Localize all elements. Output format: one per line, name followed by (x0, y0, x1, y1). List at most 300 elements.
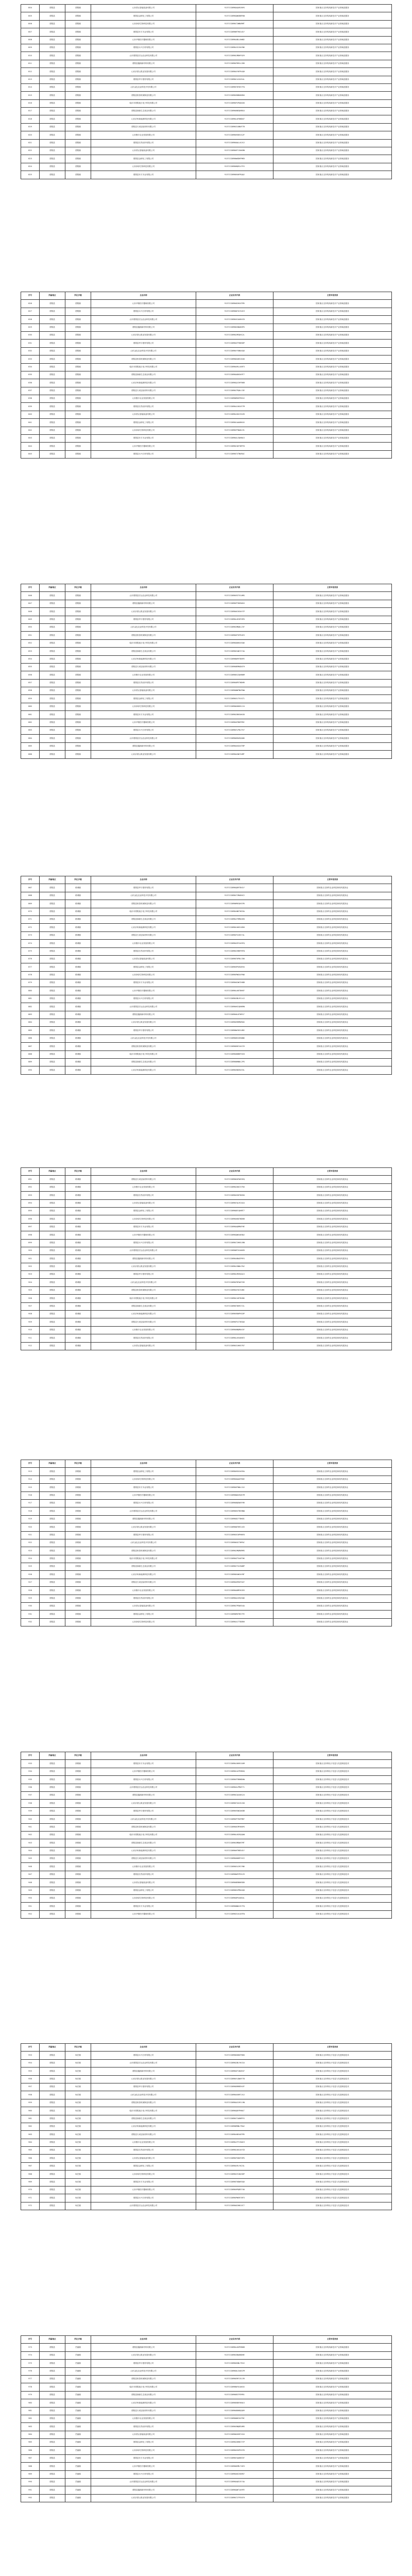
table-row (21, 427, 392, 434)
cell-category: 国家重点支持的电子信息与先进制造技术 (273, 1776, 392, 1784)
table-row (21, 5, 392, 12)
cell-town: 常路镇 (65, 1603, 91, 1611)
cell-category: 国家重点支持的电子信息与先进制造技术 (273, 2162, 392, 2170)
table-row (21, 1231, 392, 1239)
cell-no: 812 (21, 68, 40, 76)
header-town: 所在乡镇 (65, 1752, 91, 1760)
cell-name: 蒙阴县金桥化工有限公司 (91, 1207, 196, 1215)
table-row (21, 1019, 392, 1027)
cell-category: 国家重点支持的高新技术产业领域及服务 (273, 99, 392, 107)
cell-category: 国家重点支持的农业科技和现代服务业 (273, 1587, 392, 1595)
cell-area: 蒙阴县 (40, 36, 65, 44)
table-row (21, 2351, 392, 2359)
cell-town: 联城镇 (65, 1011, 91, 1019)
cell-town: 联城镇 (65, 884, 91, 892)
cell-name: 蒙阴县东方木业有限公司 (91, 1760, 196, 1768)
cell-town: 常路镇 (65, 1547, 91, 1555)
cell-category: 国家重点支持的农业科技和现代服务业 (273, 1279, 392, 1286)
cell-name: 蒙阴县华宇建材有限公司 (91, 1271, 196, 1279)
table-row (21, 60, 392, 67)
cell-category: 国家重点支持的高新技术产业领域及服务 (273, 331, 392, 339)
cell-name: 山东沂蒙山果业发展有限公司 (91, 1523, 196, 1531)
cell-category: 国家重点支持的高新技术产业领域及服务 (273, 52, 392, 60)
cell-town: 联城镇 (65, 1207, 91, 1215)
cell-name: 蒙阴县恒泰机械制造有限公司 (91, 355, 196, 363)
cell-code: 91371328MAYAL9CAG4 (196, 1199, 273, 1207)
cell-name: 蒙阴县鑫源新材料有限公司 (91, 1255, 196, 1263)
cell-category: 国家重点支持的农业科技和现代服务业 (273, 987, 392, 995)
cell-no: 963 (21, 2131, 40, 2139)
cell-code: 91371328MAK6KK5JJ4 (196, 703, 273, 710)
cell-category: 国家重点支持的电子信息与先进制造技术 (273, 1784, 392, 1791)
cell-area: 蒙阴县 (40, 450, 65, 458)
cell-town: 常路镇 (65, 1571, 91, 1579)
cell-area: 蒙阴县 (40, 727, 65, 735)
cell-no: 892 (21, 1183, 40, 1191)
cell-category: 国家重点支持的农业科技和现代服务业 (273, 1027, 392, 1035)
cell-no: 920 (21, 1523, 40, 1531)
cell-town: 联城镇 (65, 1263, 91, 1270)
cell-area: 蒙阴县 (40, 1855, 65, 1863)
cell-town: 联城镇 (65, 1239, 91, 1247)
cell-name: 蒙阴县天成包装材料有限公司 (91, 1176, 196, 1183)
cell-code: 91371328MA82HXXTM5 (196, 300, 273, 308)
cell-name: 蒙阴县绿源生态食品有限公司 (91, 1058, 196, 1066)
cell-town: 垛庄镇 (65, 2131, 91, 2139)
cell-no: 853 (21, 648, 40, 655)
cell-name: 山东聚丰农业发展有限公司 (91, 1326, 196, 1334)
cell-town: 常路镇 (65, 1887, 91, 1894)
cell-code: 91371328MA6NQMU43Y (196, 1326, 273, 1334)
table-header-row (21, 876, 392, 884)
cell-name: 蒙阴县东方木业有限公司 (91, 1903, 196, 1910)
cell-category: 国家重点支持的农业科技和现代服务业 (273, 971, 392, 979)
cell-code: 91371328MAAQEJ574A (196, 2479, 273, 2486)
cell-area: 蒙阴县 (40, 108, 65, 115)
cell-area: 蒙阴县 (40, 1800, 65, 1807)
cell-town: 蒙阴镇 (65, 76, 91, 83)
cell-name: 山东蒙山智能装备有限公司 (91, 1603, 196, 1611)
cell-category: 国家重点支持的高新技术产业领域及服务 (273, 139, 392, 147)
cell-town: 蒙阴镇 (65, 751, 91, 758)
cell-area: 蒙阴县 (40, 1207, 65, 1215)
cell-name: 蒙阴县永兴石材有限公司 (91, 1499, 196, 1507)
cell-area: 蒙阴县 (40, 2083, 65, 2091)
header-name: 企业名称 (91, 2336, 196, 2344)
cell-area: 蒙阴县 (40, 1255, 65, 1263)
cell-town: 蒙阴镇 (65, 395, 91, 403)
cell-area: 蒙阴县 (40, 735, 65, 742)
table-row (21, 695, 392, 703)
cell-town: 垛庄镇 (65, 2187, 91, 2194)
cell-town: 蒙阴镇 (65, 99, 91, 107)
cell-code: 91371328MARJ2QHB6M (196, 671, 273, 679)
cell-code: 91371328MAJ6XC3HJR (196, 411, 273, 418)
cell-town: 岱崮镇 (65, 2344, 91, 2351)
cell-town: 常路镇 (65, 1476, 91, 1483)
cell-town: 联城镇 (65, 900, 91, 908)
cell-area: 蒙阴县 (40, 1579, 65, 1586)
cell-name: 山东金色农业科技开发有限公司 (91, 2091, 196, 2099)
enterprise-table (21, 2335, 392, 2502)
cell-area: 蒙阴县 (40, 2202, 65, 2210)
cell-no: 932 (21, 1618, 40, 1626)
cell-area: 蒙阴县 (40, 971, 65, 979)
cell-code: 91371328MARJPMU4QH (196, 1887, 273, 1894)
table-row (21, 727, 392, 735)
header-code: 企业信用代码 (196, 1460, 273, 1468)
cell-area: 蒙阴县 (40, 1492, 65, 1499)
cell-category: 国家重点支持的高新技术产业领域及服务 (273, 742, 392, 750)
cell-no: 947 (21, 1871, 40, 1878)
cell-area: 蒙阴县 (40, 2123, 65, 2130)
cell-area: 蒙阴县 (40, 2099, 65, 2107)
cell-name: 蒙阴县鑫源新材料有限公司 (91, 60, 196, 67)
cell-name: 临沂市蒙阴旭日电子科技有限公司 (91, 1831, 196, 1839)
table-row (21, 671, 392, 679)
cell-area: 蒙阴县 (40, 1539, 65, 1547)
cell-name: 蒙阴县绿源生态食品有限公司 (91, 371, 196, 379)
cell-town: 蒙阴镇 (65, 308, 91, 315)
cell-no: 875 (21, 947, 40, 955)
table-row (21, 1263, 392, 1270)
cell-town: 常路镇 (65, 1499, 91, 1507)
cell-area: 蒙阴县 (40, 963, 65, 971)
cell-area: 蒙阴县 (40, 2415, 65, 2422)
cell-no: 838 (21, 395, 40, 403)
cell-category: 国家重点支持的农业科技和现代服务业 (273, 1019, 392, 1027)
cell-town: 联城镇 (65, 1342, 91, 1350)
cell-name: 山东金色农业科技开发有限公司 (91, 1816, 196, 1823)
cell-town: 联城镇 (65, 924, 91, 931)
cell-town: 常路镇 (65, 1563, 91, 1571)
cell-town: 常路镇 (65, 1847, 91, 1855)
cell-town: 联城镇 (65, 1311, 91, 1318)
cell-town: 垛庄镇 (65, 2099, 91, 2107)
cell-no: 899 (21, 1239, 40, 1247)
cell-category: 国家重点支持的高新技术产业领域及服务 (273, 639, 392, 647)
cell-town: 联城镇 (65, 1255, 91, 1263)
cell-no: 854 (21, 655, 40, 663)
table-row (21, 2107, 392, 2115)
cell-category: 国家重点支持的高新技术产业领域及服务 (273, 60, 392, 67)
cell-name: 蒙阴县东方木业有限公司 (91, 1484, 196, 1492)
cell-code: 91371328MATKP0LC60 (196, 955, 273, 963)
cell-town: 联城镇 (65, 1271, 91, 1279)
cell-no: 842 (21, 427, 40, 434)
cell-town: 岱崮镇 (65, 2375, 91, 2383)
cell-no: 834 (21, 363, 40, 371)
cell-no: 877 (21, 963, 40, 971)
cell-area: 蒙阴县 (40, 1807, 65, 1815)
cell-category: 国家重点支持的高新技术产业领域及服务 (273, 2383, 392, 2391)
cell-code: 91371328MAERFJ5JJR (196, 2375, 273, 2383)
table-row (21, 1579, 392, 1586)
cell-name: 蒙阴县东方木业有限公司 (91, 2454, 196, 2462)
cell-area: 蒙阴县 (40, 632, 65, 639)
cell-category: 国家重点支持的高新技术产业领域及服务 (273, 703, 392, 710)
cell-name: 临沂市蒙阴旭日电子科技有限公司 (91, 1295, 196, 1302)
cell-area: 蒙阴县 (40, 115, 65, 123)
cell-area: 蒙阴县 (40, 1334, 65, 1342)
cell-area: 蒙阴县 (40, 92, 65, 99)
cell-area: 蒙阴县 (40, 1286, 65, 1294)
cell-category: 国家重点支持的农业科技和现代服务业 (273, 1255, 392, 1263)
cell-town: 蒙阴镇 (65, 687, 91, 695)
cell-code: 91371328MA20UC37RU (196, 1183, 273, 1191)
cell-category: 国家重点支持的电子信息与先进制造技术 (273, 2131, 392, 2139)
cell-town: 蒙阴镇 (65, 83, 91, 91)
cell-category: 国家重点支持的高新技术产业领域及服务 (273, 687, 392, 695)
table-row (21, 419, 392, 427)
cell-no: 862 (21, 719, 40, 726)
cell-area: 蒙阴县 (40, 995, 65, 1003)
cell-town: 常路镇 (65, 1760, 91, 1768)
cell-town: 联城镇 (65, 979, 91, 987)
cell-category: 国家重点支持的电子信息与先进制造技术 (273, 1839, 392, 1847)
cell-name: 蒙阴县宏昌纺织有限公司 (91, 1595, 196, 1602)
table-row (21, 171, 392, 179)
cell-area: 蒙阴县 (40, 1887, 65, 1894)
header-no: 序号 (21, 292, 40, 300)
table-row (21, 2194, 392, 2202)
cell-name: 蒙阴县绿源生态食品有限公司 (91, 1839, 196, 1847)
cell-name: 山东蒙山智能装备有限公司 (91, 955, 196, 963)
table-row (21, 1618, 392, 1626)
cell-name: 临沂市蒙阴旭日电子科技有限公司 (91, 2383, 196, 2391)
table-row (21, 52, 392, 60)
cell-no: 840 (21, 411, 40, 418)
cell-code: 91371328MA3BL9CLXJ (196, 995, 273, 1003)
cell-category: 国家重点支持的高新技术产业领域及服务 (273, 155, 392, 163)
table-row (21, 2099, 392, 2107)
cell-area: 蒙阴县 (40, 2131, 65, 2139)
enterprise-table (21, 4, 392, 179)
cell-area: 蒙阴县 (40, 435, 65, 443)
header-code: 企业信用代码 (196, 292, 273, 300)
cell-town: 蒙阴镇 (65, 115, 91, 123)
cell-code: 91371328MA1M3EQQL5 (196, 1271, 273, 1279)
cell-no: 943 (21, 1839, 40, 1847)
cell-no: 851 (21, 632, 40, 639)
cell-category: 国家重点支持的农业科技和现代服务业 (273, 1326, 392, 1334)
table-row (21, 1871, 392, 1878)
cell-area: 蒙阴县 (40, 28, 65, 36)
cell-code: 91371328MAB37FEM91 (196, 2391, 273, 2399)
header-code: 企业信用代码 (196, 1752, 273, 1760)
cell-category: 国家重点支持的高新技术产业领域及服务 (273, 36, 392, 44)
table-row (21, 411, 392, 418)
cell-category: 国家重点支持的高新技术产业领域及服务 (273, 2447, 392, 2454)
cell-name: 蒙阴县永兴石材有限公司 (91, 2470, 196, 2478)
page-table-block (21, 292, 391, 459)
cell-area: 蒙阴县 (40, 2479, 65, 2486)
page-table-block (21, 1460, 391, 1626)
cell-town: 蒙阴镇 (65, 60, 91, 67)
cell-area: 蒙阴县 (40, 2067, 65, 2075)
cell-code: 91371328MAYAA6N33Y (196, 2454, 273, 2462)
table-row (21, 742, 392, 750)
table-row (21, 308, 392, 315)
cell-name: 蒙阴县鑫源新材料有限公司 (91, 2486, 196, 2494)
cell-no: 860 (21, 703, 40, 710)
cell-category: 国家重点支持的电子信息与先进制造技术 (273, 1903, 392, 1910)
cell-town: 蒙阴镇 (65, 363, 91, 371)
table-row (21, 623, 392, 631)
cell-category: 国家重点支持的高新技术产业领域及服务 (273, 2391, 392, 2399)
cell-town: 垛庄镇 (65, 2067, 91, 2075)
cell-area: 蒙阴县 (40, 2367, 65, 2375)
table-row (21, 1839, 392, 1847)
cell-area: 蒙阴县 (40, 600, 65, 607)
table-row (21, 1879, 392, 1887)
cell-category: 国家重点支持的农业科技和现代服务业 (273, 947, 392, 955)
table-row (21, 648, 392, 655)
cell-category: 国家重点支持的农业科技和现代服务业 (273, 1334, 392, 1342)
cell-code: 91371328MAC48T8XNG (196, 1295, 273, 1302)
cell-no: 883 (21, 1011, 40, 1019)
cell-category: 国家重点支持的高新技术产业领域及服务 (273, 300, 392, 308)
cell-code: 91371328MAFRR1L2DD (196, 60, 273, 67)
cell-area: 蒙阴县 (40, 2147, 65, 2155)
cell-code: 91371328MAJG13AYN6 (196, 44, 273, 52)
cell-code: 91371328MABQR1LPYX (196, 163, 273, 171)
cell-area: 蒙阴县 (40, 1910, 65, 1918)
cell-name: 山东沂蒙山果业发展有限公司 (91, 331, 196, 339)
cell-town: 联城镇 (65, 1199, 91, 1207)
table-row (21, 1800, 392, 1807)
cell-name: 山东蒙阴县宏达农业科技有限公司 (91, 1003, 196, 1011)
cell-code: 91371328MAMH2QH1P6 (196, 900, 273, 908)
cell-name: 蒙阴县天成包装材料有限公司 (91, 2131, 196, 2139)
cell-town: 联城镇 (65, 1326, 91, 1334)
cell-no: 882 (21, 1003, 40, 1011)
cell-no: 848 (21, 608, 40, 616)
cell-area: 蒙阴县 (40, 2344, 65, 2351)
cell-code: 91371328MA6N3QHBG4 (196, 108, 273, 115)
cell-code: 91371328MAKUFWX5EQ (196, 1176, 273, 1183)
cell-area: 蒙阴县 (40, 1895, 65, 1903)
table-row (21, 1192, 392, 1199)
enterprise-table (21, 1167, 392, 1350)
cell-category: 国家重点支持的电子信息与先进制造技术 (273, 2115, 392, 2123)
cell-area: 蒙阴县 (40, 940, 65, 947)
cell-code: 91371328MAXYUC3UBC (196, 1286, 273, 1294)
table-row (21, 2431, 392, 2438)
cell-area: 蒙阴县 (40, 1199, 65, 1207)
cell-no: 960 (21, 2107, 40, 2115)
cell-area: 蒙阴县 (40, 2494, 65, 2502)
cell-category: 国家重点支持的农业科技和现代服务业 (273, 1043, 392, 1050)
cell-area: 蒙阴县 (40, 1183, 65, 1191)
cell-code: 91371328MAA3J9CL9N (196, 2099, 273, 2107)
cell-category: 国家重点支持的农业科技和现代服务业 (273, 1223, 392, 1231)
cell-category: 国家重点支持的农业科技和现代服务业 (273, 908, 392, 916)
cell-code: 91371328MARXTB3HWW (196, 1507, 273, 1515)
cell-area: 蒙阴县 (40, 2107, 65, 2115)
cell-code: 91371328MALHCHF0PU (196, 616, 273, 623)
cell-area: 蒙阴县 (40, 1011, 65, 1019)
cell-area: 蒙阴县 (40, 60, 65, 67)
cell-name: 山东蒙阴县宏达农业科技有限公司 (91, 1247, 196, 1255)
cell-name: 山东沂蒙山果业发展有限公司 (91, 1019, 196, 1027)
cell-town: 蒙阴镇 (65, 411, 91, 418)
cell-no: 870 (21, 908, 40, 916)
cell-town: 蒙阴镇 (65, 719, 91, 726)
cell-name: 山东润泽生物科技有限公司 (91, 1215, 196, 1223)
cell-no: 990 (21, 2479, 40, 2486)
cell-category: 国家重点支持的农业科技和现代服务业 (273, 916, 392, 923)
cell-name: 蒙阴县鑫源新材料有限公司 (91, 600, 196, 607)
cell-no: 872 (21, 924, 40, 931)
cell-town: 蒙阴镇 (65, 435, 91, 443)
cell-area: 蒙阴县 (40, 2187, 65, 2194)
header-name: 企业名称 (91, 1168, 196, 1176)
cell-name: 蒙阴县宏昌纺织有限公司 (91, 1192, 196, 1199)
header-no: 序号 (21, 2044, 40, 2052)
cell-code: 91371328MA2BLYKCG4 (196, 2059, 273, 2067)
cell-category: 国家重点支持的高新技术产业领域及服务 (273, 347, 392, 355)
cell-code: 91371328MAK68GFB60 (196, 2052, 273, 2059)
cell-code: 91371328MAFRFWXT09 (196, 1279, 273, 1286)
cell-no: 931 (21, 1611, 40, 1618)
cell-name: 蒙阴县宏昌纺织有限公司 (91, 139, 196, 147)
cell-area: 蒙阴县 (40, 1871, 65, 1878)
cell-area: 蒙阴县 (40, 1831, 65, 1839)
cell-town: 常路镇 (65, 1539, 91, 1547)
cell-category: 国家重点支持的高新技术产业领域及服务 (273, 648, 392, 655)
cell-no: 900 (21, 1247, 40, 1255)
cell-town: 垛庄镇 (65, 2123, 91, 2130)
cell-area: 蒙阴县 (40, 2423, 65, 2431)
cell-no: 926 (21, 1571, 40, 1579)
table-row (21, 108, 392, 115)
cell-town: 常路镇 (65, 1895, 91, 1903)
cell-town: 蒙阴镇 (65, 108, 91, 115)
table-header-row (21, 1752, 392, 1760)
cell-category: 国家重点支持的高新技术产业领域及服务 (273, 419, 392, 427)
cell-area: 蒙阴县 (40, 742, 65, 750)
cell-category: 国家重点支持的高新技术产业领域及服务 (273, 76, 392, 83)
cell-category: 国家重点支持的电子信息与先进制造技术 (273, 1871, 392, 1878)
header-town: 所在乡镇 (65, 1168, 91, 1176)
header-name: 企业名称 (91, 584, 196, 592)
cell-category: 国家重点支持的农业科技和现代服务业 (273, 1286, 392, 1294)
cell-code: 91371328MAG5XPH1PU (196, 2447, 273, 2454)
cell-code: 91371328MA417T88RH (196, 1618, 273, 1626)
table-row (21, 44, 392, 52)
cell-name: 山东聚丰农业发展有限公司 (91, 671, 196, 679)
header-area: 所属地区 (40, 876, 65, 884)
table-row (21, 632, 392, 639)
cell-category: 国家重点支持的高新技术产业领域及服务 (273, 592, 392, 600)
cell-code: 91371328MADE1QHBT7 (196, 1207, 273, 1215)
cell-area: 蒙阴县 (40, 1595, 65, 1602)
cell-code: 91371328MA0LD7NPLT (196, 1011, 273, 1019)
cell-area: 蒙阴县 (40, 751, 65, 758)
table-row (21, 99, 392, 107)
cell-category: 国家重点支持的电子信息与先进制造技术 (273, 2178, 392, 2186)
cell-code: 91371328MALU5406E3 (196, 1334, 273, 1342)
table-row (21, 2147, 392, 2155)
table-row (21, 1035, 392, 1042)
cell-area: 蒙阴县 (40, 695, 65, 703)
cell-category: 国家重点支持的农业科技和现代服务业 (273, 1066, 392, 1074)
cell-name: 山东蒙山智能装备有限公司 (91, 1199, 196, 1207)
cell-code: 91371328MACQ440GJ4 (196, 1791, 273, 1799)
cell-code: 91371328MAQJCHFB6B (196, 379, 273, 387)
table-row (21, 2454, 392, 2462)
